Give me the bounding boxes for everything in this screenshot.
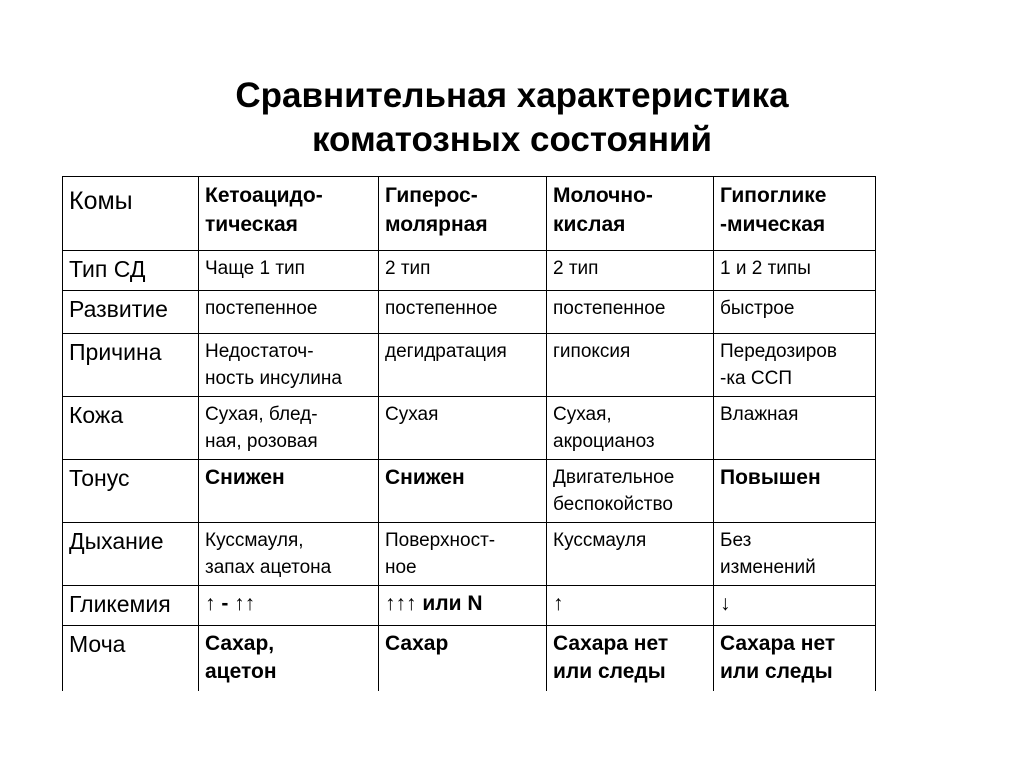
table-cell [714,397,876,460]
header-cell-hypoglycemic [714,177,876,251]
cell-text: или следы [720,660,833,683]
table-cell [379,251,547,291]
cell-text: Без [720,530,752,551]
cell-text: ное [385,557,417,578]
row-label-cell [63,586,199,626]
table-row-development [63,291,876,334]
header-text: -мическая [720,213,826,236]
comparison-table [62,176,876,691]
header-text: Гиперос- [385,184,478,207]
cell-text: Снижен [205,466,285,489]
header-cell-hyperosmolar [379,177,547,251]
header-text: Кетоацидо- [205,184,323,207]
cell-text: Снижен [385,466,465,489]
cell-text: Сахара нет [553,632,669,655]
table-row-diabetes-type [63,251,876,291]
cell-text: Сухая, блед- [205,404,318,425]
table-cell [547,460,714,523]
cell-text: Недостаточ- [205,341,314,362]
cell-text: ность инсулина [205,368,342,389]
header-text: Молочно- [553,184,653,207]
row-label: Развитие [69,296,168,322]
row-label: Кожа [69,402,124,428]
table-cell [547,251,714,291]
cell-text: дегидратация [385,341,507,362]
row-label-cell [63,291,199,334]
row-label: Тип СД [69,256,146,282]
table-cell [714,291,876,334]
table-row-cause [63,334,876,397]
cell-text: изменений [720,557,816,578]
cell-text: Двигательное [553,467,675,488]
table-cell [379,523,547,586]
row-label-cell [63,251,199,291]
cell-text: Сахара нет [720,632,836,655]
header-text: кислая [553,213,626,236]
cell-text: 1 и 2 типы [720,258,811,279]
cell-text: ная, розовая [205,431,318,452]
table-cell [547,586,714,626]
table-row-glycemia [63,586,876,626]
cell-text: ↑ [553,592,564,615]
table-row-tone [63,460,876,523]
cell-text: Сахар, [205,632,275,655]
table-cell [547,397,714,460]
cell-text: быстрое [720,298,795,319]
cell-text: ацетон [205,660,277,683]
row-label-cell [63,334,199,397]
header-label-cell [63,177,199,251]
table-cell [379,626,547,691]
cell-text: ↓ [720,592,731,615]
table-cell [547,523,714,586]
row-label-cell [63,397,199,460]
header-text: молярная [385,213,488,236]
cell-text: 2 тип [553,258,599,279]
row-label: Гликемия [69,591,171,617]
header-label: Комы [69,187,133,215]
cell-text: Повышен [720,466,821,489]
table-row-skin [63,397,876,460]
row-label-cell [63,523,199,586]
table-cell [547,334,714,397]
table-cell [379,334,547,397]
row-label-cell [63,626,199,691]
cell-text: акроцианоз [553,431,655,452]
row-label: Тонус [69,465,130,491]
table-cell [199,251,379,291]
cell-text: Сухая, [553,404,612,425]
cell-text: Куссмауля, [205,530,304,551]
row-label: Причина [69,339,162,365]
table-row-breathing [63,523,876,586]
row-label-cell [63,460,199,523]
header-row [63,177,876,251]
table-cell [199,586,379,626]
cell-text: беспокойство [553,494,673,515]
slide-title [0,74,1024,162]
row-label: Моча [69,631,126,657]
header-cell-ketoacidotic [199,177,379,251]
table-row-urine [63,626,876,691]
table-cell [714,334,876,397]
table-cell [199,397,379,460]
title-line-1: Сравнительная характеристика [235,76,789,115]
table-cell [379,397,547,460]
cell-text: ↑↑↑ или N [385,592,483,615]
table-cell [199,523,379,586]
table-cell [379,291,547,334]
cell-text: запах ацетона [205,557,332,578]
table-cell [714,523,876,586]
cell-text: или следы [553,660,666,683]
cell-text: 2 тип [385,258,431,279]
header-text: тическая [205,213,298,236]
cell-text: гипоксия [553,341,631,362]
table-cell [379,460,547,523]
cell-text: постепенное [385,298,498,319]
table-cell [547,291,714,334]
table-cell [199,626,379,691]
title-line-2: коматозных состояний [311,120,713,159]
table-cell [379,586,547,626]
table-cell [714,251,876,291]
table-cell [714,626,876,691]
table-cell [714,460,876,523]
cell-text: -ка ССП [720,368,793,389]
table-cell [199,460,379,523]
header-cell-lactic [547,177,714,251]
cell-text: ↑ - ↑↑ [205,592,256,615]
cell-text: Сухая [385,404,439,425]
header-text: Гипоглике [720,184,827,207]
cell-text: Передозиров [720,341,837,362]
cell-text: постепенное [553,298,666,319]
cell-text: Куссмауля [553,530,647,551]
table-cell [199,291,379,334]
cell-text: постепенное [205,298,318,319]
table-cell [199,334,379,397]
cell-text: Сахар [385,632,449,655]
row-label: Дыхание [69,528,164,554]
table-cell [547,626,714,691]
cell-text: Поверхност- [385,530,496,551]
cell-text: Чаще 1 тип [205,258,305,279]
table-cell [714,586,876,626]
cell-text: Влажная [720,404,799,425]
